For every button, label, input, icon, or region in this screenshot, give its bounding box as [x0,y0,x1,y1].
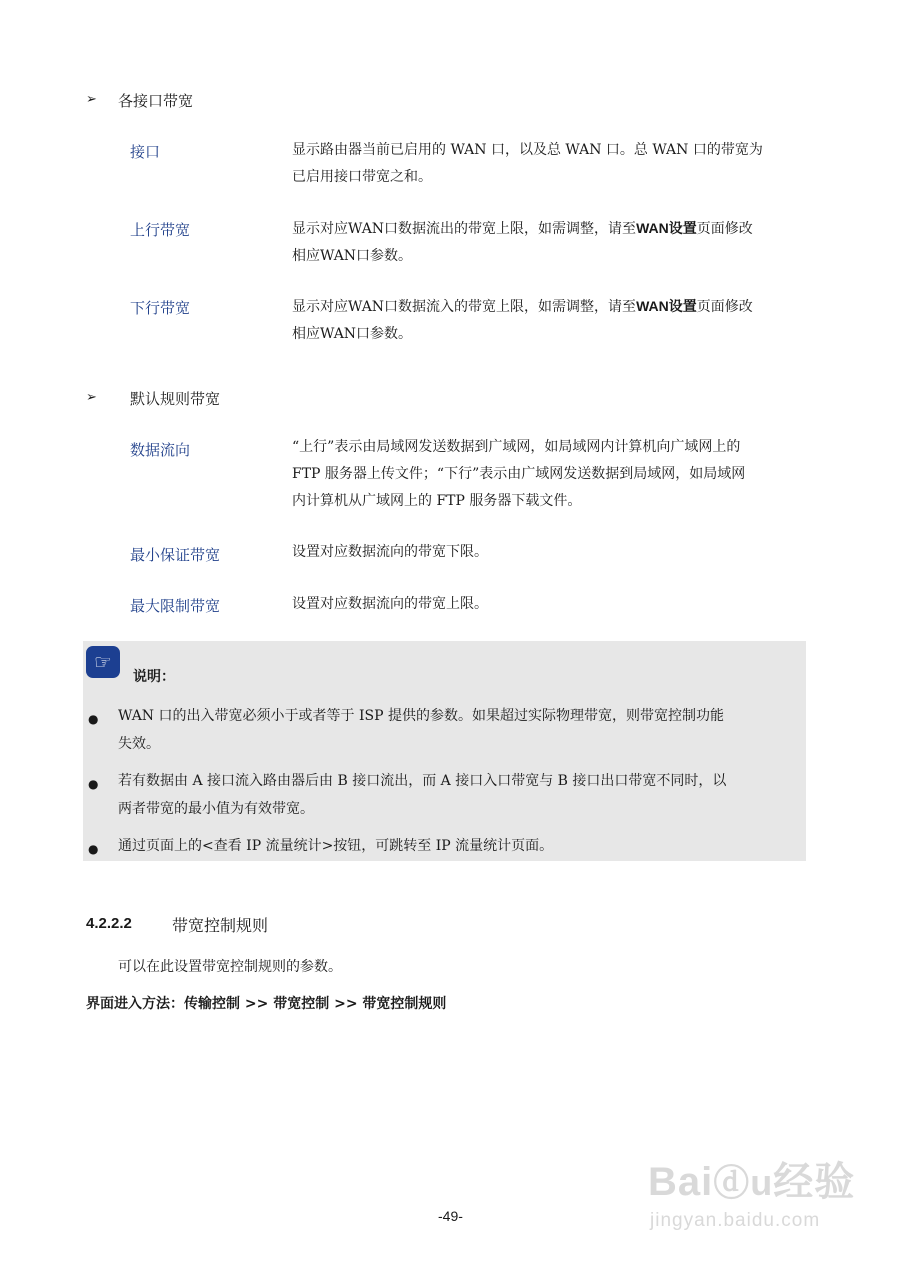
bullet-dot-icon: ● [88,777,99,791]
desc-downstream-bandwidth: 显示对应WAN口数据流入的带宽上限，如需调整，请至WAN设置页面修改 相应WAN口参数。 [292,298,753,342]
desc-min-guaranteed: 设置对应数据流向的带宽下限。 [292,544,488,560]
note-item: 通过页面上的<查看 IP 流量统计>按钮，可跳转至 IP 流量统计页面。 [118,838,554,854]
page-number: -49- [438,1208,463,1224]
pointing-hand-icon: ☞ [86,646,120,678]
bullet-dot-icon: ● [88,712,99,726]
term-downstream-bandwidth: 下行带宽 [130,299,191,317]
subsection-title: 带宽控制规则 [172,916,269,935]
section-heading-interfaces: 各接口带宽 [118,92,194,110]
desc-data-direction: “上行”表示由局域网发送数据到广域网，如局域网内计算机向广域网上的 FTP 服务器上传文件；“下行”表示由广域网发送数据到局域网，如局域网 内计算机从广域网上的 FTP 服务器下载文件。 [292,439,746,509]
bullet-dot-icon: ● [88,842,99,856]
subsection-number: 4.2.2.2 [86,915,132,932]
section-heading-default-rule: 默认规则带宽 [130,390,221,408]
note-item: 若有数据由 A 接口流入路由器后由 B 接口流出，而 A 接口入口带宽与 B 接口出口带宽不同时，以 两者带宽的最小值为有效带宽。 [118,773,727,817]
note-label: 说明： [133,669,175,685]
navigation-path: 界面进入方法：传输控制 >> 带宽控制 >> 带宽控制规则 [86,996,447,1012]
term-interface: 接口 [130,143,161,161]
arrow-bullet-icon: ➢ [86,92,97,107]
desc-max-limited: 设置对应数据流向的带宽上限。 [292,596,488,612]
subsection-intro: 可以在此设置带宽控制规则的参数。 [118,959,342,975]
term-data-direction: 数据流向 [130,441,191,459]
note-item: WAN 口的出入带宽必须小于或者等于 ISP 提供的参数。如果超过实际物理带宽，则带宽控制功能 失效。 [118,708,724,752]
desc-interface: 显示路由器当前已启用的 WAN 口，以及总 WAN 口。总 WAN 口的带宽为 已启用接口带宽之和。 [292,142,763,185]
arrow-bullet-icon: ➢ [86,390,97,405]
term-upstream-bandwidth: 上行带宽 [130,221,191,239]
desc-upstream-bandwidth: 显示对应WAN口数据流出的带宽上限，如需调整，请至WAN设置页面修改 相应WAN口参数。 [292,220,753,264]
baidu-watermark-logo: Baiⓓu经验 [648,1160,856,1204]
watermark-url: jingyan.baidu.com [650,1210,821,1231]
term-max-limited: 最大限制带宽 [130,597,221,615]
term-min-guaranteed: 最小保证带宽 [130,546,221,564]
